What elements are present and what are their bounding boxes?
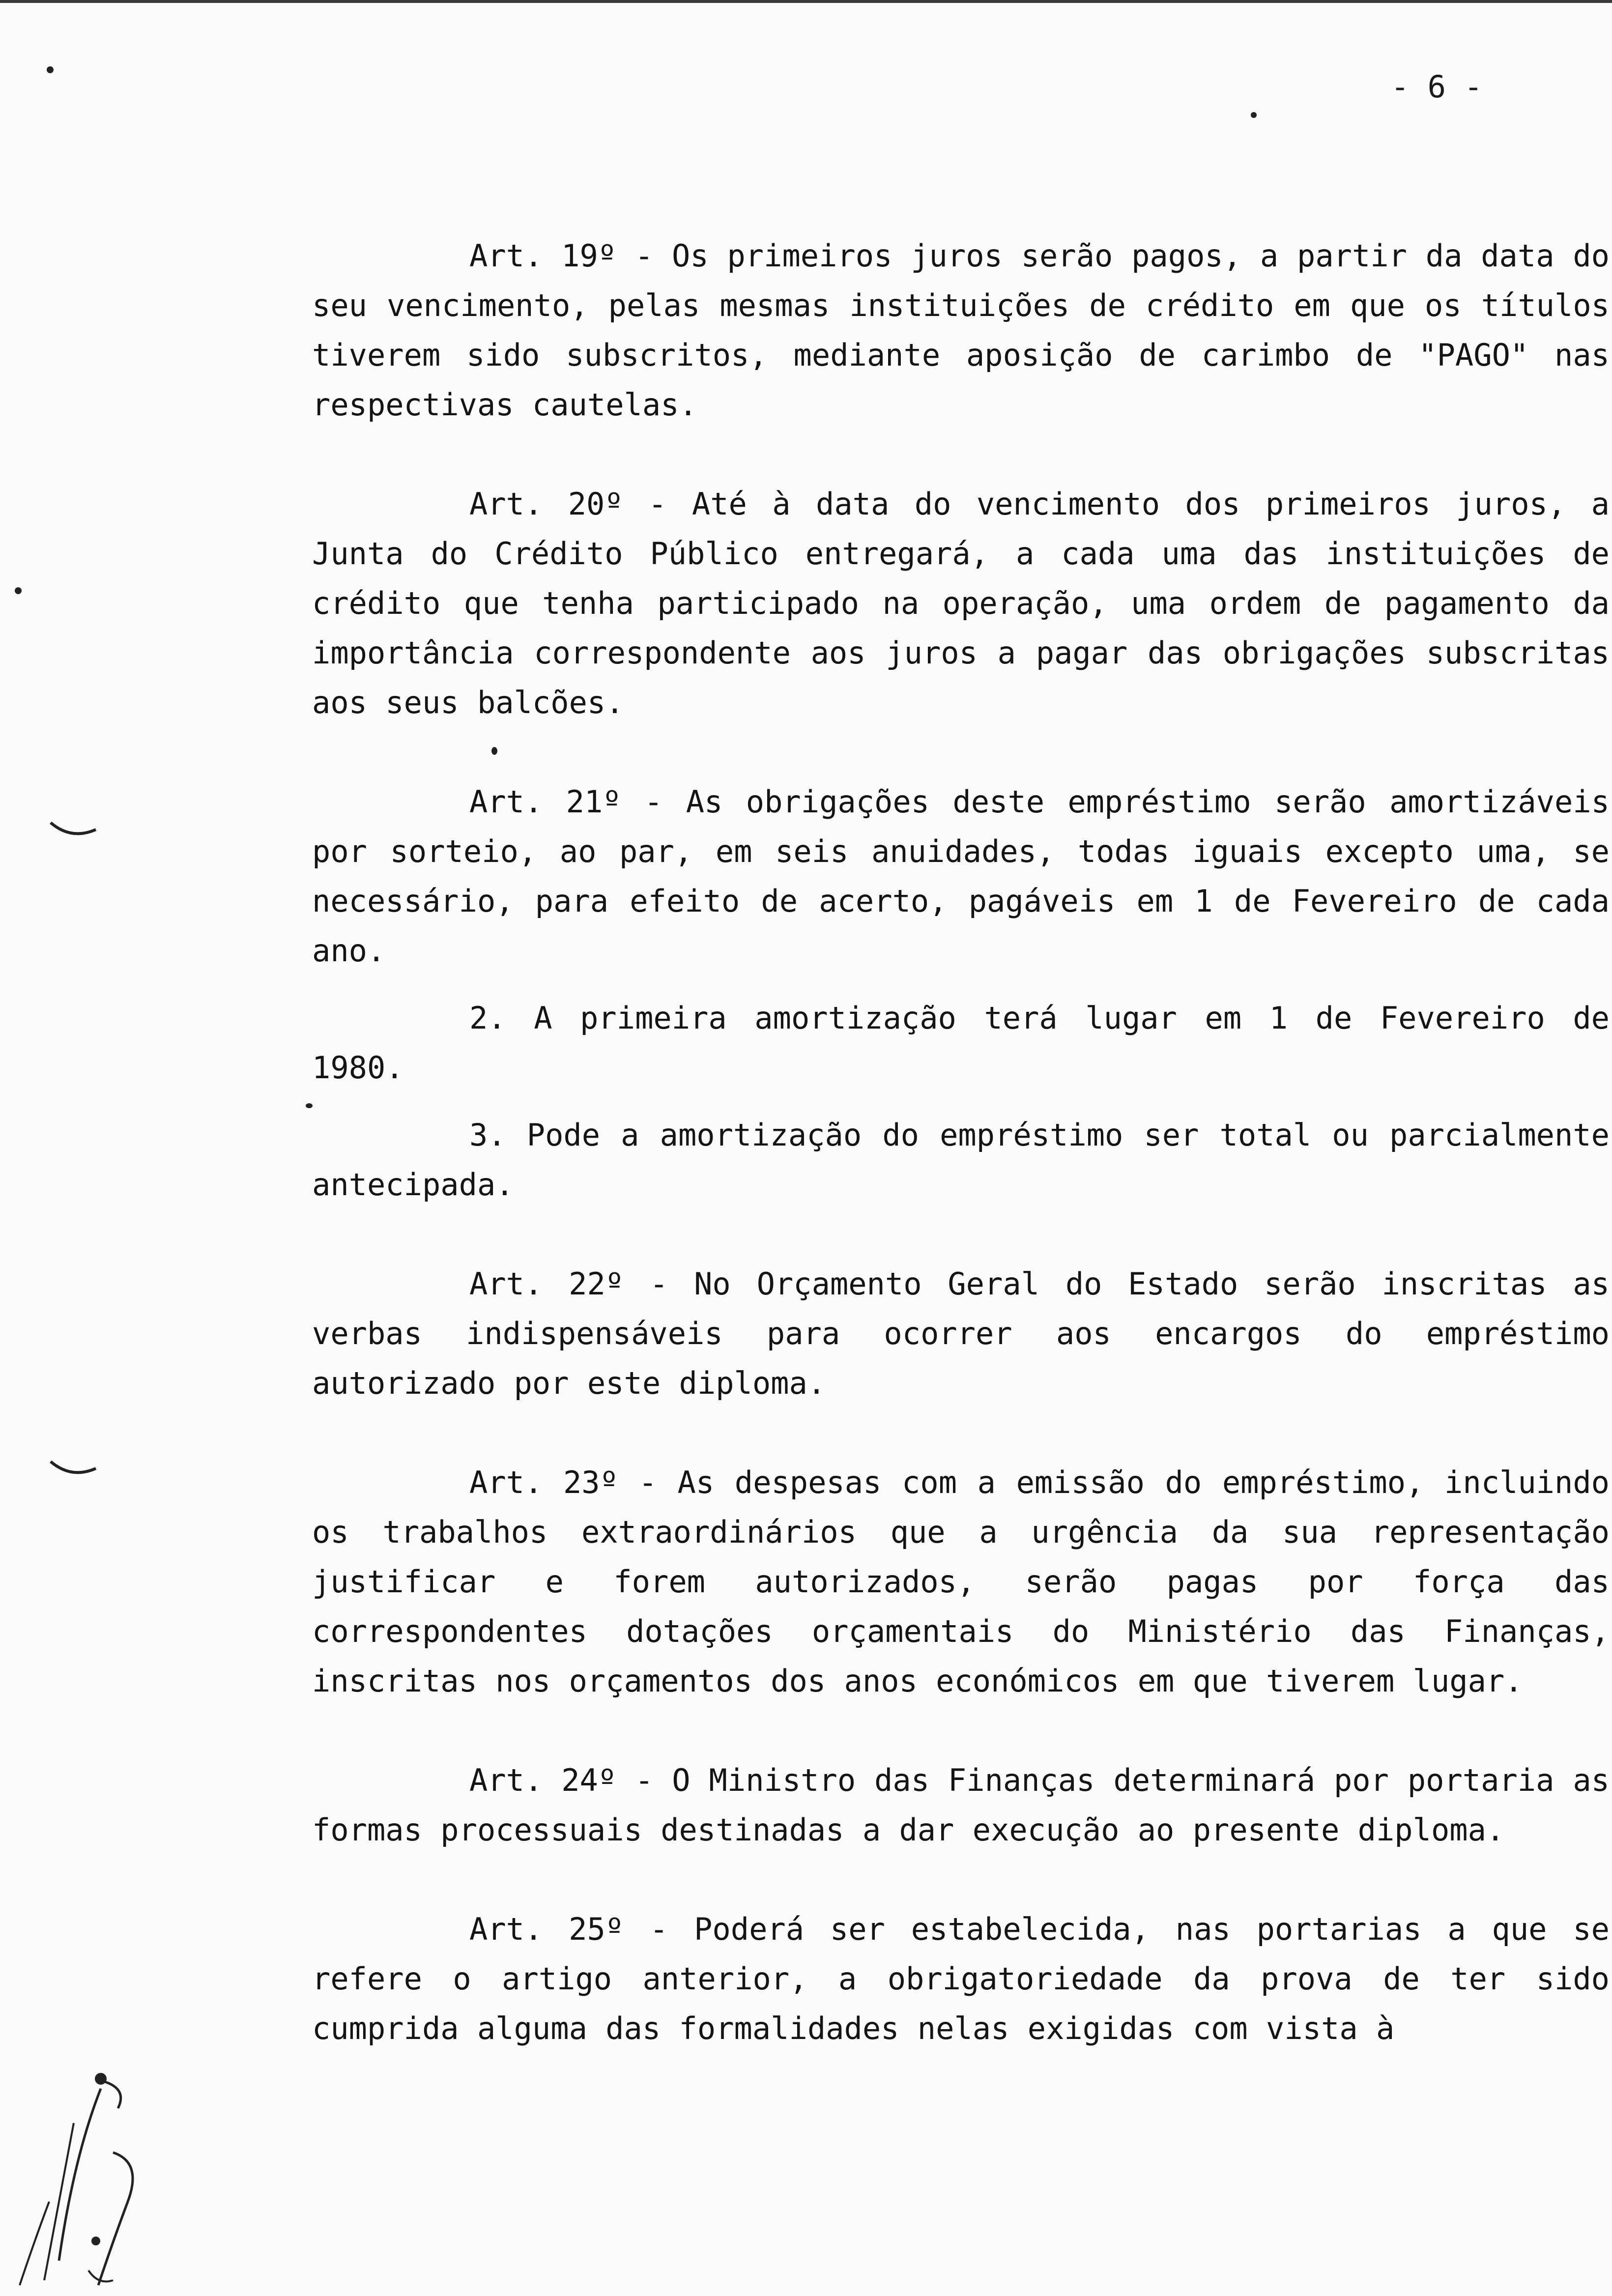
article-19: Art. 19º - Os primeiros juros serão pagos, a partir da data do seu vencimento, pelas mesmas instituições de crédito em que os títulos tiverem sido subscritos, mediante aposição de carimbo de "PAGO" nas respectivas cautelas.	[312, 238, 1610, 423]
handwritten-initials	[0, 2054, 147, 2295]
binding-hole-mark	[47, 1455, 101, 1484]
article-21-item-2: 2. A primeira amortização terá lugar em 1 de Fevereiro de 1980.	[312, 1000, 1610, 1086]
speck-mark	[491, 747, 497, 755]
article-25: Art. 25º - Poderá ser estabelecida, nas portarias a que se refere o artigo anterior, a obrigatoriedade da prova de ter sido cumprida alguma das formalidades nelas exigidas com vista à	[312, 1911, 1610, 2046]
speck-mark	[306, 1103, 313, 1108]
article-21-item-3: 3. Pode a amortização do empréstimo ser total ou parcialmente antecipada.	[312, 1117, 1610, 1203]
speck-mark	[15, 587, 22, 594]
page-number: - 6 -	[1391, 69, 1483, 105]
document-body	[312, 231, 1610, 2053]
binding-hole-mark	[47, 816, 101, 845]
article-23: Art. 23º - As despesas com a emissão do empréstimo, incluindo os trabalhos extraordinários que a urgência da sua representação justificar e forem autorizados, serão pagas por força das correspondentes dotações orçamentais do Ministério das Finanças, inscritas nos orçamentos dos anos económicos em que tiverem lugar.	[312, 1464, 1610, 1699]
article-21: Art. 21º - As obrigações deste empréstimo serão amortizáveis por sorteio, ao par, em seis anuidades, todas iguais excepto uma, se necessário, para efeito de acerto, pagáveis em 1 de Fevereiro de cada ano.	[312, 784, 1610, 969]
top-border	[0, 0, 1612, 3]
article-24: Art. 24º - O Ministro das Finanças determinará por portaria as formas processuais destinadas a dar execução ao presente diploma.	[312, 1762, 1610, 1848]
speck-mark	[1251, 112, 1257, 118]
article-20: Art. 20º - Até à data do vencimento dos primeiros juros, a Junta do Crédito Público entregará, a cada uma das instituições de crédito que tenha participado na operação, uma ordem de pagamento da importância correspondente aos juros a pagar das obrigações subscritas aos seus balcões.	[312, 486, 1610, 720]
speck-mark	[47, 66, 54, 73]
article-22: Art. 22º - No Orçamento Geral do Estado serão inscritas as verbas indispensáveis para ocorrer aos encargos do empréstimo autorizado por este diploma.	[312, 1266, 1610, 1401]
